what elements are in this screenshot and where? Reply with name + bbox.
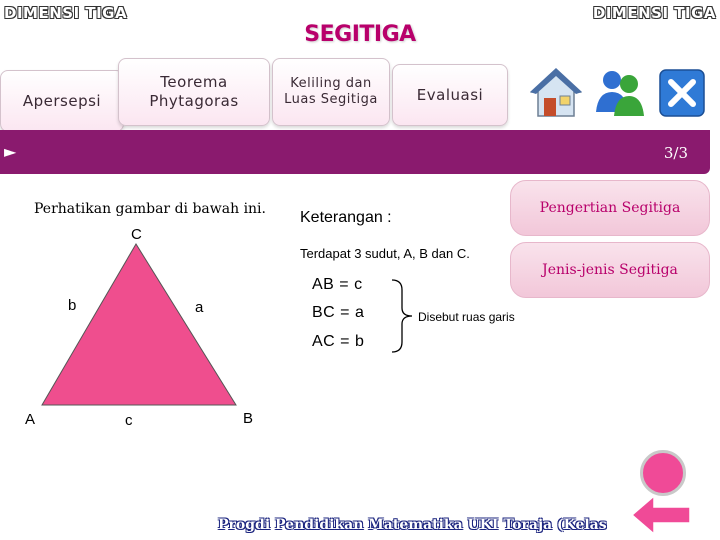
nav-teorema-button[interactable]: Teorema Phytagoras xyxy=(118,58,270,126)
nav-keliling-button[interactable]: Keliling dan Luas Segitiga xyxy=(272,58,390,126)
page-counter: 3/3 xyxy=(663,144,688,162)
home-icon[interactable] xyxy=(528,64,584,122)
circle-button[interactable] xyxy=(640,450,686,496)
progress-bar xyxy=(0,130,710,174)
keterangan-title: Keterangan : xyxy=(300,209,392,226)
nav-evaluasi-button[interactable]: Evaluasi xyxy=(392,64,508,126)
users-icon[interactable] xyxy=(592,64,648,122)
footer-text: Progdi Pendidikan Matematika UKI Toraja (Kelas xyxy=(218,517,607,533)
close-icon[interactable] xyxy=(654,64,710,122)
header-left-label: DIMENSI TIGA xyxy=(4,4,128,22)
brace-icon xyxy=(372,276,416,356)
side-a-label: a xyxy=(195,299,204,316)
vertex-b-label: B xyxy=(243,410,254,427)
equation-bc: BC = a xyxy=(312,304,365,321)
header-right-label: DIMENSI TIGA xyxy=(592,4,716,22)
side-c-label: c xyxy=(125,412,133,429)
vertex-c-label: C xyxy=(131,226,142,243)
brace-note: Disebut ruas garis xyxy=(418,310,515,324)
instruction-text: Perhatikan gambar di bawah ini. xyxy=(34,201,266,217)
page-title: SEGITIGA xyxy=(304,22,416,47)
side-pengertian-button[interactable]: Pengertian Segitiga xyxy=(510,180,710,236)
equation-ab: AB = c xyxy=(312,276,363,293)
side-b-label: b xyxy=(68,297,77,314)
vertex-a-label: A xyxy=(25,411,36,428)
back-arrow-icon[interactable] xyxy=(628,492,698,538)
side-jenis-button[interactable]: Jenis-jenis Segitiga xyxy=(510,242,710,298)
equation-ac: AC = b xyxy=(312,333,365,350)
play-icon[interactable]: ► xyxy=(4,142,17,161)
keterangan-text: Terdapat 3 sudut, A, B dan C. xyxy=(300,246,470,261)
nav-apersepsi-button[interactable]: Apersepsi xyxy=(0,70,124,132)
